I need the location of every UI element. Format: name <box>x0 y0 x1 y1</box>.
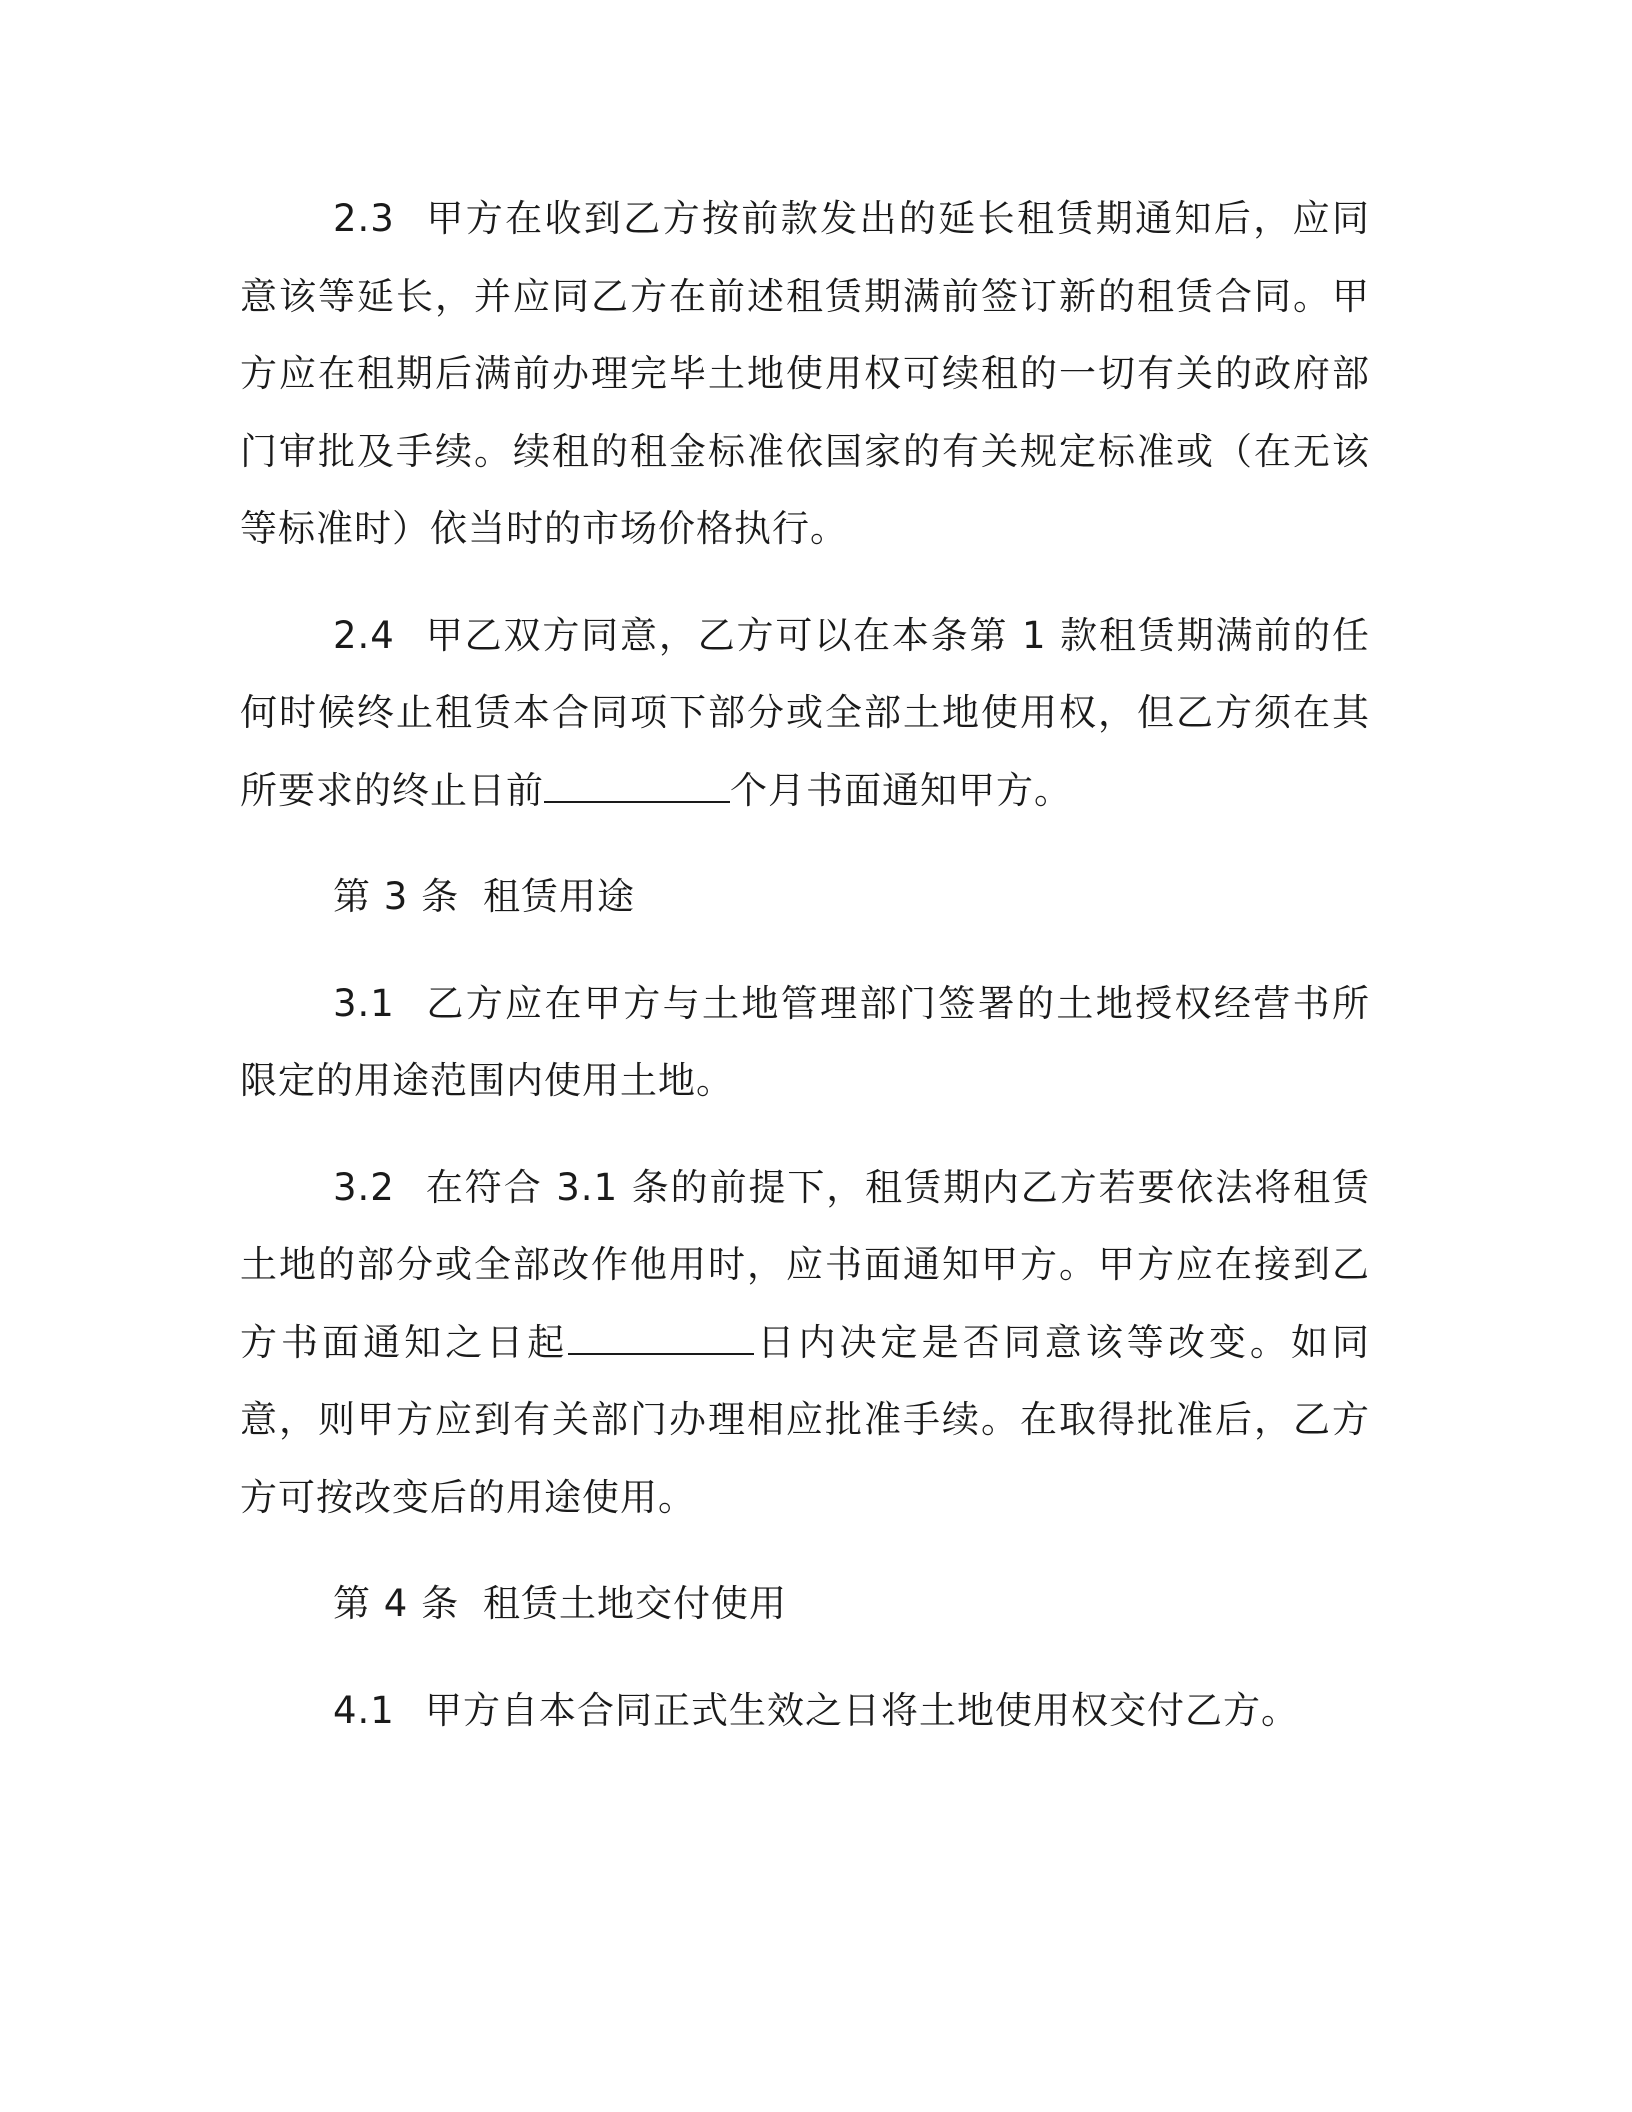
clause-2-4 <box>240 597 1370 830</box>
clause-text-continued: 个月书面通知甲方。 <box>730 768 1072 812</box>
clause-number: 2.4 <box>333 613 395 657</box>
clause-4-1 <box>240 1672 1370 1750</box>
clause-number: 4.1 <box>333 1688 395 1732</box>
clause-3-2 <box>240 1149 1370 1537</box>
clause-2-3 <box>240 180 1370 568</box>
fill-in-blank-months <box>544 771 730 803</box>
clause-text-continued: 日内决定是否同意该等改变。如同意，则甲方应到有关部门办理相应批准手续。在取得批准后，乙方方可按改变后的用途使用。 <box>240 1320 1371 1519</box>
clause-text: 甲乙双方同意，乙方可以在本条第 1 款租赁期满前的任何时候终止租赁本合同项下部分或全部土地使用权，但乙方须在其所要求的终止日前 <box>240 613 1370 812</box>
article-title: 租赁用途 <box>483 875 635 918</box>
clause-text: 在符合 3.1 条的前提下，租赁期内乙方若要依法将租赁土地的部分或全部改作他用时，应书面通知甲方。甲方应在接到乙方书面通知之日起 <box>240 1165 1370 1364</box>
article-3-heading <box>240 858 1370 936</box>
article-number: 第 3 条 <box>333 875 460 918</box>
article-number: 第 4 条 <box>333 1582 460 1625</box>
clause-text: 乙方应在甲方与土地管理部门签署的土地授权经营书所限定的用途范围内使用土地。 <box>240 981 1370 1102</box>
document-page <box>240 180 1370 1778</box>
clause-number: 3.2 <box>333 1165 395 1209</box>
fill-in-blank-days <box>568 1323 754 1355</box>
clause-number: 2.3 <box>333 197 395 240</box>
clause-number: 3.1 <box>333 981 395 1025</box>
clause-text: 甲方自本合同正式生效之日将土地使用权交付乙方。 <box>425 1688 1299 1732</box>
article-title: 租赁土地交付使用 <box>483 1582 787 1625</box>
clause-3-1 <box>240 965 1370 1120</box>
article-4-heading <box>240 1565 1370 1643</box>
clause-text: 甲方在收到乙方按前款发出的延长租赁期通知后，应同意该等延长，并应同乙方在前述租赁期满前签订新的租赁合同。甲方应在租期后满前办理完毕土地使用权可续租的一切有关的政府部门审批及手续。续租的租金标准依国家的有关规定标准或（在无该等标准时）依当时的市场价格执行。 <box>240 197 1370 550</box>
